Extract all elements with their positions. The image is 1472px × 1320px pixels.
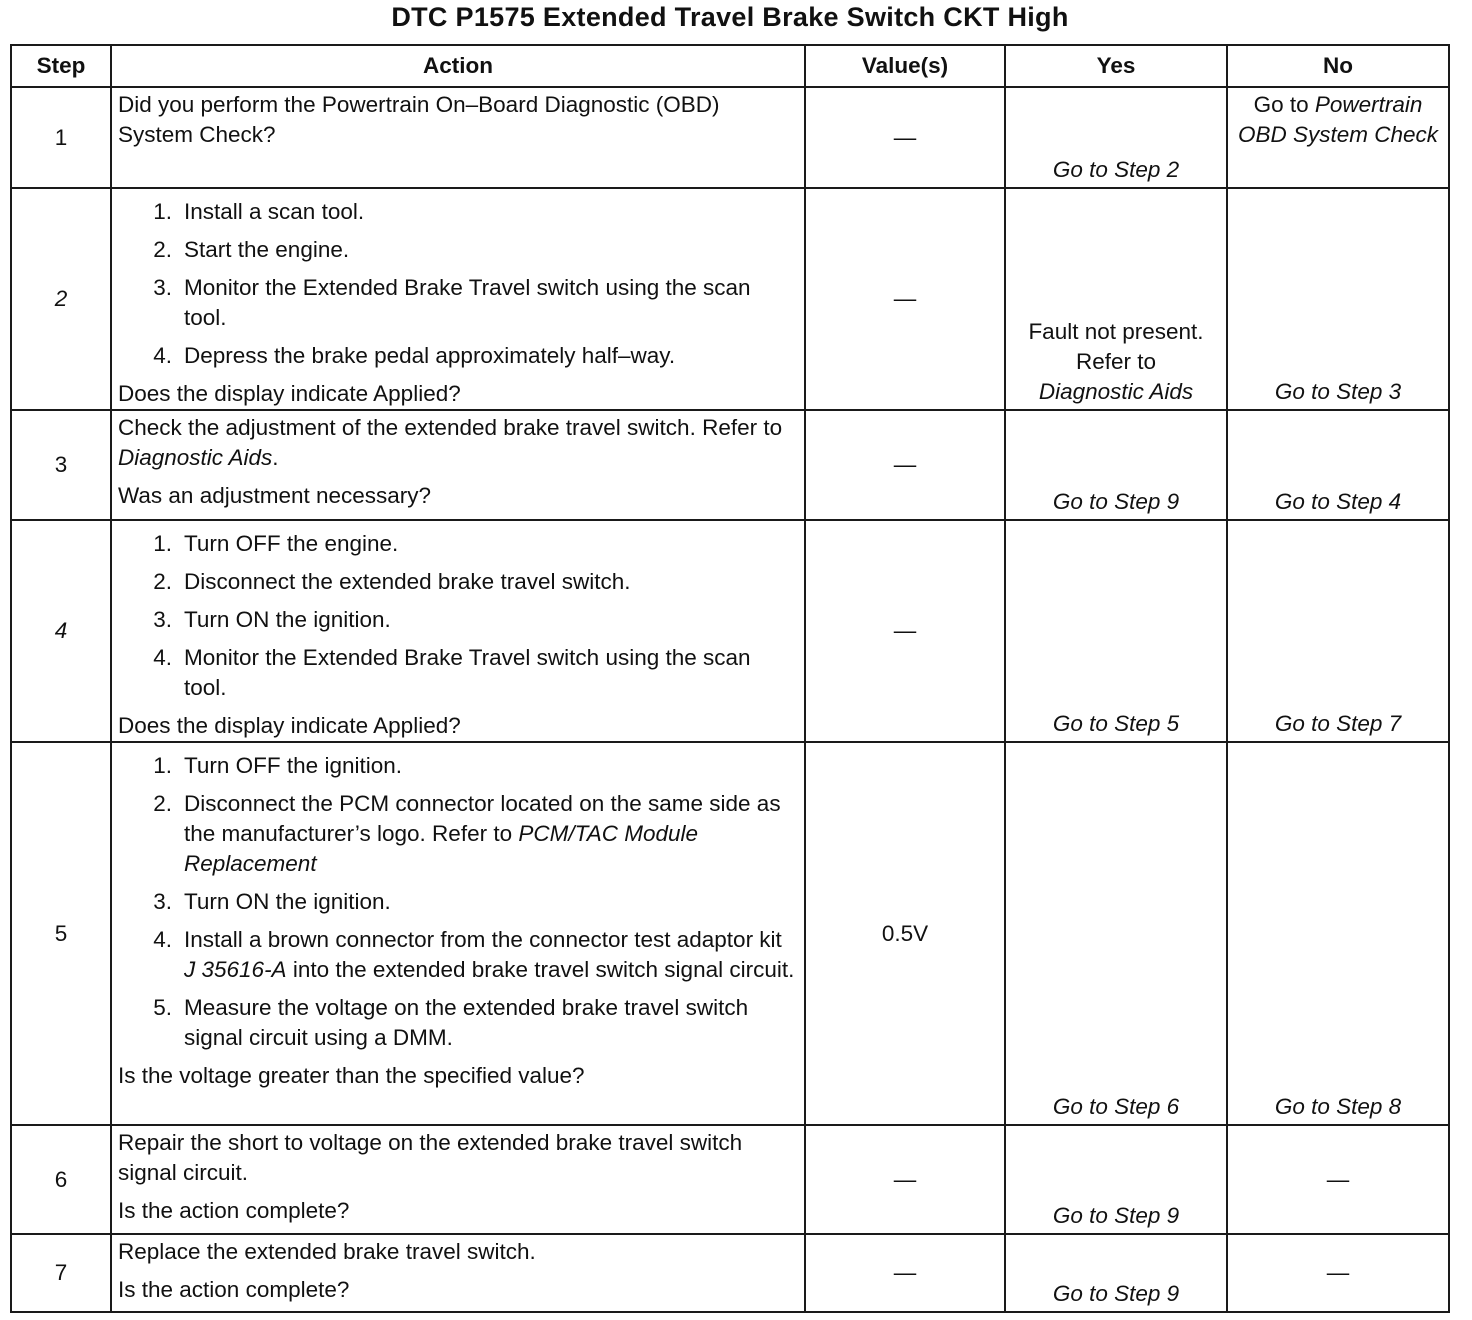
- step-number: 1: [11, 87, 111, 188]
- list-item: 3. Turn ON the ignition.: [153, 889, 391, 914]
- table-row: [11, 520, 1449, 742]
- value-cell: —: [805, 410, 1005, 520]
- step-number: 3: [11, 410, 111, 520]
- list-item: 2. Disconnect the extended brake travel switch.: [153, 569, 631, 594]
- yes-line: Fault not present.: [1028, 319, 1204, 344]
- no-cell: Go to Step 8: [1227, 742, 1449, 1125]
- header-values: Value(s): [805, 45, 1005, 87]
- question-text: Is the voltage greater than the specified value?: [118, 1063, 585, 1088]
- table-row: [11, 87, 1449, 188]
- action-cell: [111, 1125, 805, 1234]
- list-item: 4. Install a brown connector from the connector test adaptor kit J 35616-A into the extended brake travel switch signal circuit.: [153, 927, 795, 982]
- page-title: DTC P1575 Extended Travel Brake Switch CKT High: [391, 2, 1069, 32]
- question-text: Is the action complete?: [118, 1277, 350, 1302]
- diagnostic-table: [10, 44, 1450, 1313]
- action-cell: [111, 742, 805, 1125]
- table-row: [11, 1125, 1449, 1234]
- no-link: Powertrain OBD System Check: [1237, 92, 1439, 147]
- table-row: [11, 742, 1449, 1125]
- value-cell: —: [805, 1234, 1005, 1312]
- no-cell: —: [1227, 1234, 1449, 1312]
- no-cell: —: [1227, 1125, 1449, 1234]
- no-cell: [1227, 87, 1449, 188]
- action-cell: [111, 1234, 805, 1312]
- yes-cell: Go to Step 2: [1005, 87, 1227, 188]
- header-action: Action: [111, 45, 805, 87]
- yes-cell: Go to Step 9: [1005, 1125, 1227, 1234]
- question-text: Is the action complete?: [118, 1198, 350, 1223]
- value-cell: —: [805, 87, 1005, 188]
- list-item: 2. Start the engine.: [153, 237, 350, 262]
- step-number: 5: [11, 742, 111, 1125]
- action-text: Check the adjustment of the extended brake travel switch. Refer to Diagnostic Aids.: [118, 415, 783, 470]
- list-item: 2. Disconnect the PCM connector located on the same side as the manufacturer’s logo. Refer to PCM/TAC Module Replacement: [153, 791, 781, 876]
- question-text: Does the display indicate Applied?: [118, 713, 461, 738]
- step-number: 7: [11, 1234, 111, 1312]
- value-cell: —: [805, 188, 1005, 410]
- table-row: [11, 1234, 1449, 1312]
- list-item: 3. Monitor the Extended Brake Travel switch using the scan tool.: [153, 275, 751, 330]
- yes-cell: Go to Step 6: [1005, 742, 1227, 1125]
- no-cell: Go to Step 3: [1227, 188, 1449, 410]
- yes-cell: Go to Step 5: [1005, 520, 1227, 742]
- header-step: Step: [11, 45, 111, 87]
- action-cell: [111, 188, 805, 410]
- step-number: 6: [11, 1125, 111, 1234]
- yes-cell: [1005, 188, 1227, 410]
- list-item: 1. Install a scan tool.: [153, 199, 365, 224]
- list-item: 5. Measure the voltage on the extended brake travel switch signal circuit using a DMM.: [153, 995, 749, 1050]
- question-text: Was an adjustment necessary?: [118, 483, 432, 508]
- action-text: Repair the short to voltage on the extended brake travel switch signal circuit.: [118, 1130, 743, 1185]
- no-prefix: Go to: [1253, 92, 1309, 117]
- action-text: Replace the extended brake travel switch.: [118, 1239, 536, 1264]
- header-no: No: [1227, 45, 1449, 87]
- list-item: 4. Depress the brake pedal approximately half–way.: [153, 343, 676, 368]
- header-row: [11, 45, 1449, 87]
- yes-cell: Go to Step 9: [1005, 1234, 1227, 1312]
- action-cell: [111, 87, 805, 188]
- list-item: 3. Turn ON the ignition.: [153, 607, 391, 632]
- yes-line: Refer to: [1075, 349, 1157, 374]
- action-cell: [111, 520, 805, 742]
- value-cell: 0.5V: [805, 742, 1005, 1125]
- no-cell: Go to Step 4: [1227, 410, 1449, 520]
- table-row: [11, 410, 1449, 520]
- header-yes: Yes: [1005, 45, 1227, 87]
- value-cell: —: [805, 520, 1005, 742]
- question-text: Does the display indicate Applied?: [118, 381, 461, 406]
- list-item: 1. Turn OFF the engine.: [153, 531, 399, 556]
- list-item: 4. Monitor the Extended Brake Travel switch using the scan tool.: [153, 645, 751, 700]
- value-cell: —: [805, 1125, 1005, 1234]
- step-number: 2: [11, 188, 111, 410]
- step-number: 4: [11, 520, 111, 742]
- question-text: Did you perform the Powertrain On–Board Diagnostic (OBD) System Check?: [118, 92, 720, 147]
- table-row: [11, 188, 1449, 410]
- yes-cell: Go to Step 9: [1005, 410, 1227, 520]
- yes-link: Diagnostic Aids: [1038, 379, 1194, 404]
- list-item: 1. Turn OFF the ignition.: [153, 753, 403, 778]
- no-cell: Go to Step 7: [1227, 520, 1449, 742]
- action-cell: [111, 410, 805, 520]
